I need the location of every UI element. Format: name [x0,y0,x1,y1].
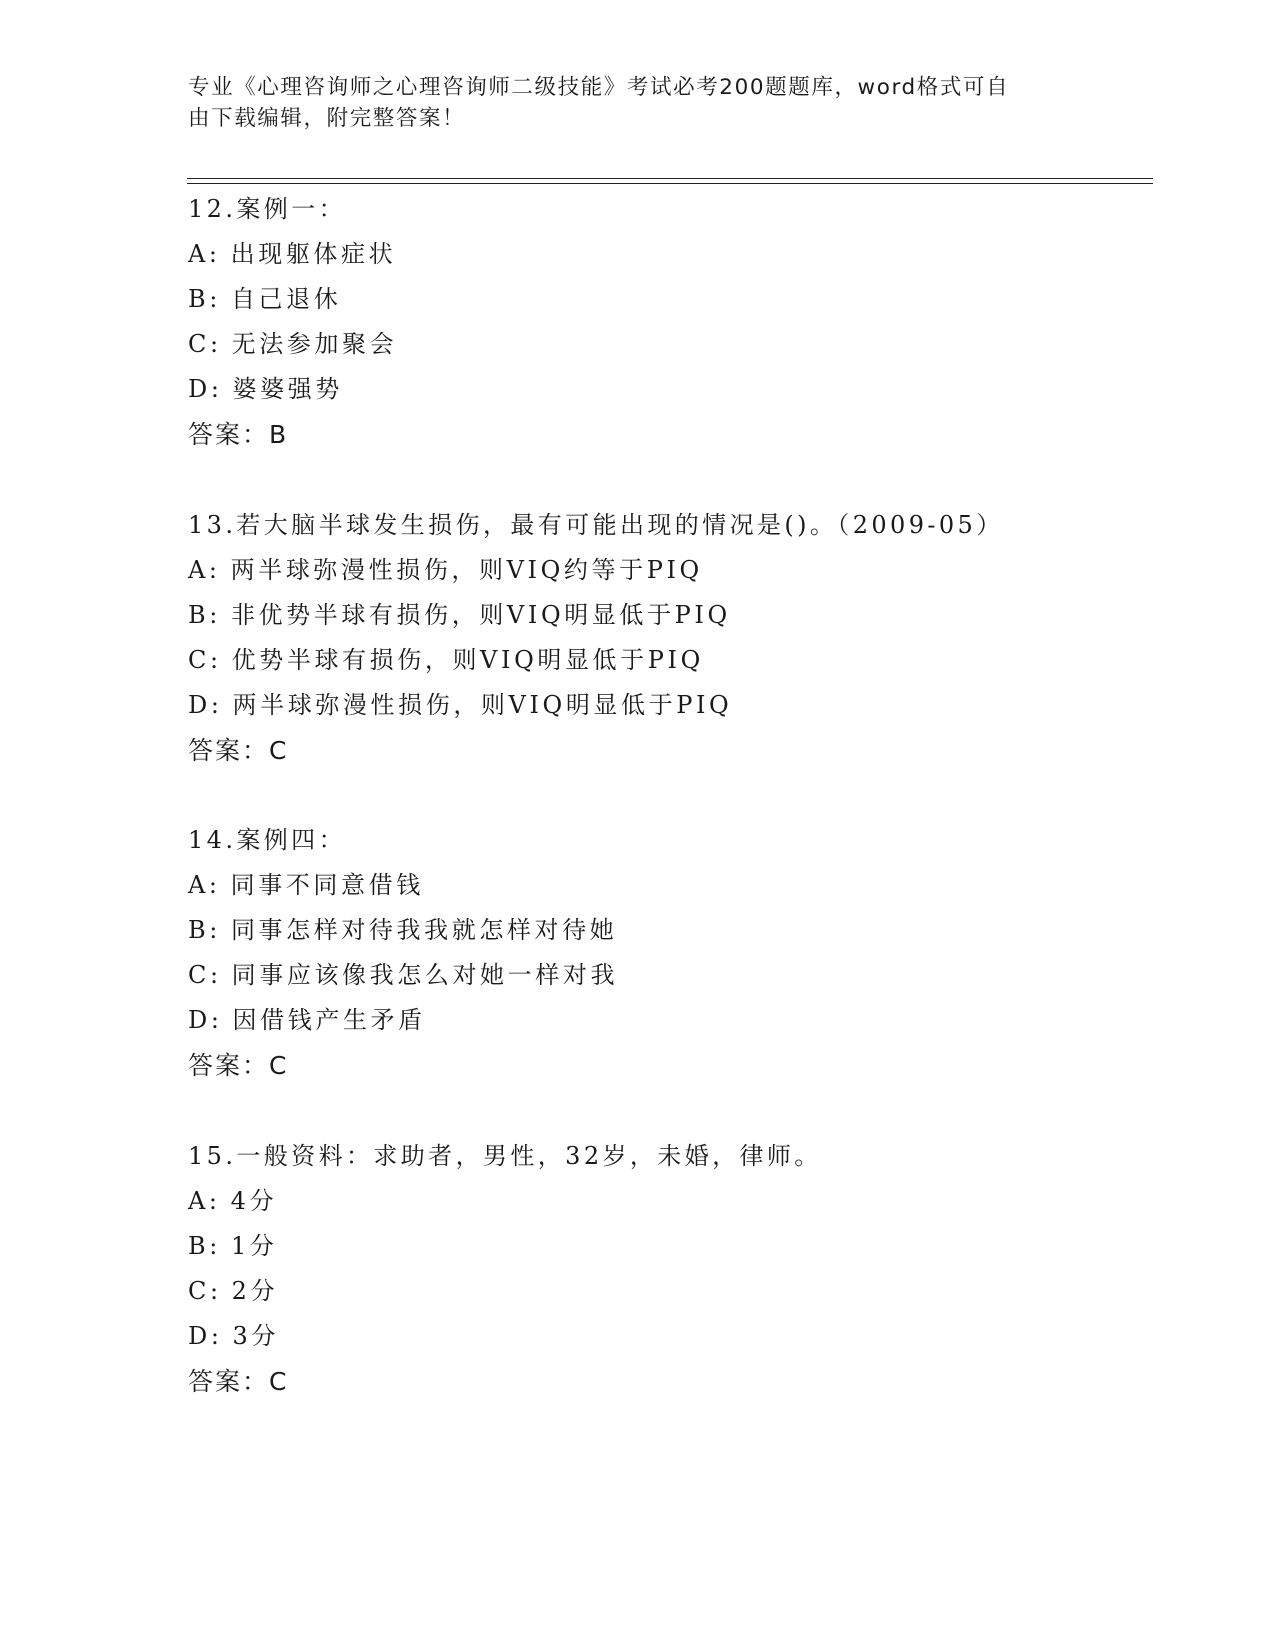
question-stem: 13.若大脑半球发生损伤，最有可能出现的情况是()。（2009-05） [188,511,1004,539]
question-14 [188,818,1148,1088]
option-c [188,638,1148,683]
question-stem: 15.一般资料：求助者，男性，32岁，未婚，律师。 [188,1142,822,1170]
option-key: A: [188,871,221,899]
question-13 [188,503,1148,773]
header-divider-bottom [187,183,1153,184]
option-text: 同事怎样对待我我就怎样对待她 [230,916,618,944]
option-d [188,1314,1148,1359]
option-key: C: [188,646,222,674]
option-b [188,908,1148,953]
question-15 [188,1134,1148,1404]
option-key: A: [188,240,221,268]
answer-line: 答案：C [188,736,289,765]
option-text: 优势半球有损伤，则VIQ明显低于PIQ [231,646,704,674]
option-key: D: [188,691,223,719]
document-header [188,72,1068,134]
option-text: 2分 [231,1277,279,1305]
option-b [188,593,1148,638]
option-key: C: [188,330,222,358]
option-c [188,953,1148,998]
question-stem: 14.案例四： [188,826,346,854]
option-key: B: [188,285,221,313]
option-key: C: [188,1277,222,1305]
question-12 [188,187,1148,457]
option-text: 因借钱产生矛盾 [232,1006,426,1034]
option-b [188,1224,1148,1269]
option-b [188,277,1148,322]
option-text: 无法参加聚会 [231,330,398,358]
option-text: 两半球弥漫性损伤，则VIQ明显低于PIQ [232,691,733,719]
option-text: 两半球弥漫性损伤，则VIQ约等于PIQ [230,556,703,584]
option-a [188,1179,1148,1224]
option-key: A: [188,1187,221,1215]
option-a [188,232,1148,277]
answer-line: 答案：C [188,1051,289,1080]
option-key: B: [188,601,221,629]
option-d [188,683,1148,728]
question-stem: 12.案例一： [188,195,346,223]
option-key: B: [188,916,221,944]
header-line-1: 专业《心理咨询师之心理咨询师二级技能》考试必考200题题库，word格式可自 [188,75,1010,100]
header-divider-top [187,178,1153,179]
option-text: 婆婆强势 [232,375,343,403]
option-text: 1分 [230,1232,278,1260]
option-text: 4分 [230,1187,278,1215]
option-c [188,1269,1148,1314]
header-line-2: 由下载编辑，附完整答案！ [188,106,466,131]
option-text: 出现躯体症状 [230,240,397,268]
option-c [188,322,1148,367]
option-key: D: [188,1322,223,1350]
option-key: D: [188,1006,223,1034]
option-text: 3分 [232,1322,280,1350]
option-d [188,998,1148,1043]
option-key: D: [188,375,223,403]
answer-line: 答案：C [188,1367,289,1396]
option-key: B: [188,1232,221,1260]
option-text: 自己退休 [230,285,342,313]
option-text: 同事不同意借钱 [230,871,424,899]
option-key: C: [188,961,222,989]
option-a [188,863,1148,908]
option-a [188,548,1148,593]
option-key: A: [188,556,221,584]
option-text: 非优势半球有损伤，则VIQ明显低于PIQ [230,601,731,629]
option-text: 同事应该像我怎么对她一样对我 [231,961,619,989]
answer-line: 答案：B [188,420,289,449]
option-d [188,367,1148,412]
